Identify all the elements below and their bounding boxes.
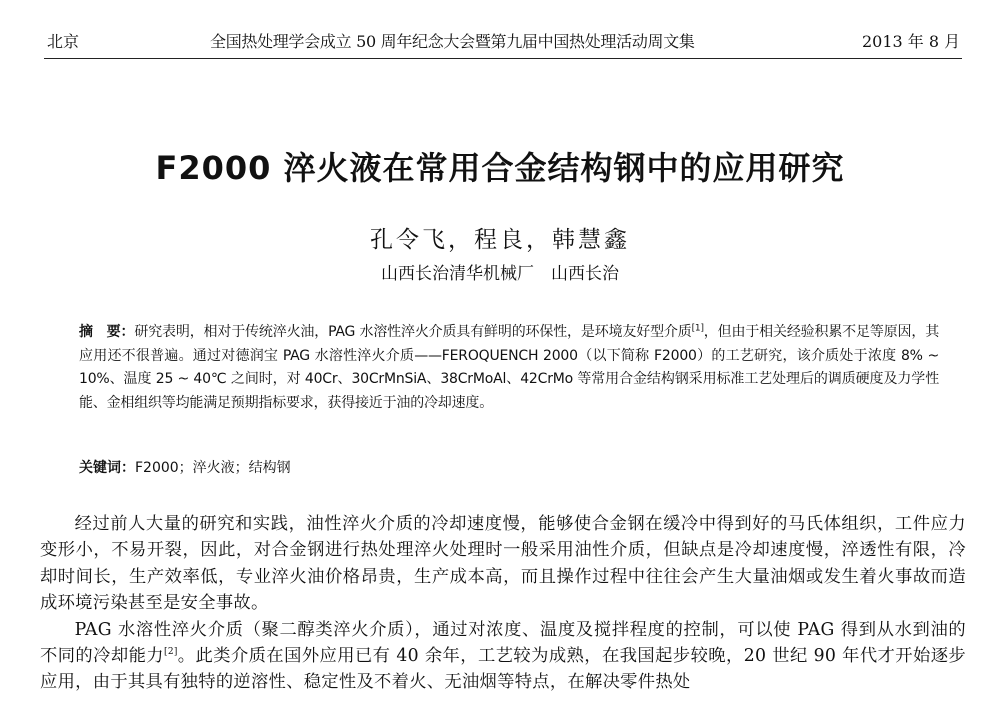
keywords-label: 关键词：	[79, 460, 135, 476]
body-citation: [2]	[164, 647, 178, 658]
body-paragraph: 经过前人大量的研究和实践，油性淬火介质的冷却速度慢，能够使合金钢在缓冷中得到好的马氏体组织，工件应力变形小，不易开裂，因此，对合金钢进行热处理淬火处理时一般采用油性介质，但缺点是冷却速度慢，淬透性有限，冷却时间长，生产效率低，专业淬火油价格昂贵，生产成本高，而且操作过程中往往会产生大量油烟或发生着火事故而造成环境污染甚至是安全事故。	[40, 514, 966, 614]
running-header	[0, 0, 1000, 60]
header-date: 2013 年 8 月	[862, 32, 961, 51]
header-proceedings-title: 全国热处理学会成立 50 周年纪念大会暨第九届中国热处理活动周文集	[210, 32, 695, 51]
paper-authors: 孔令飞，程良，韩慧鑫	[370, 227, 630, 253]
body-paragraph	[40, 617, 966, 696]
body-paragraph-2b: 。此类介质在国外应用已有 40 余年，工艺较为成熟，在我国起步较晚，20 世纪 90 年代才开始逐步应用，由于其具有独特的逆溶性、稳定性及不着火、无油烟等特点，在解决零件热处	[40, 646, 966, 693]
abstract	[79, 321, 939, 415]
keywords	[79, 457, 939, 479]
abstract-label: 摘 要：	[79, 324, 135, 340]
abstract-text-b: ，但由于相关经验积累不足等原因，其应用还不很普遍。通过对德润宝 PAG 水溶性淬火介质——FEROQUENCH 2000（以下简称 F2000）的工艺研究，该介质处于浓度 8% ~ 10%、温度 25 ~ 40℃ 之间时，对 40Cr、30CrMnSiA、38CrMoAl、42CrMo 等常用合金结构钢采用标准工艺处理后的调质硬度及力学性能、金相组织等均能满足预期指标要求，获得接近于油的冷却速度。	[79, 324, 940, 411]
keywords-text: F2000；淬火液；结构钢	[135, 460, 291, 476]
paper-title: F2000 淬火液在常用合金结构钢中的应用研究	[155, 149, 845, 187]
body-text	[40, 511, 966, 696]
header-rule	[44, 58, 962, 59]
abstract-text-a: 研究表明，相对于传统淬火油，PAG 水溶性淬火介质具有鲜明的环保性，是环境友好型介质	[134, 324, 692, 340]
header-location: 北京	[47, 32, 80, 51]
paper-affiliation: 山西长治清华机械厂 山西长治	[381, 264, 619, 284]
abstract-citation: [1]	[691, 323, 704, 334]
body-paragraph-2a: PAG 水溶性淬火介质（聚二醇类淬火介质），通过对浓度、温度及搅拌程度的控制，可以使 PAG 得到从水到油的不同的冷却能力	[40, 619, 966, 667]
